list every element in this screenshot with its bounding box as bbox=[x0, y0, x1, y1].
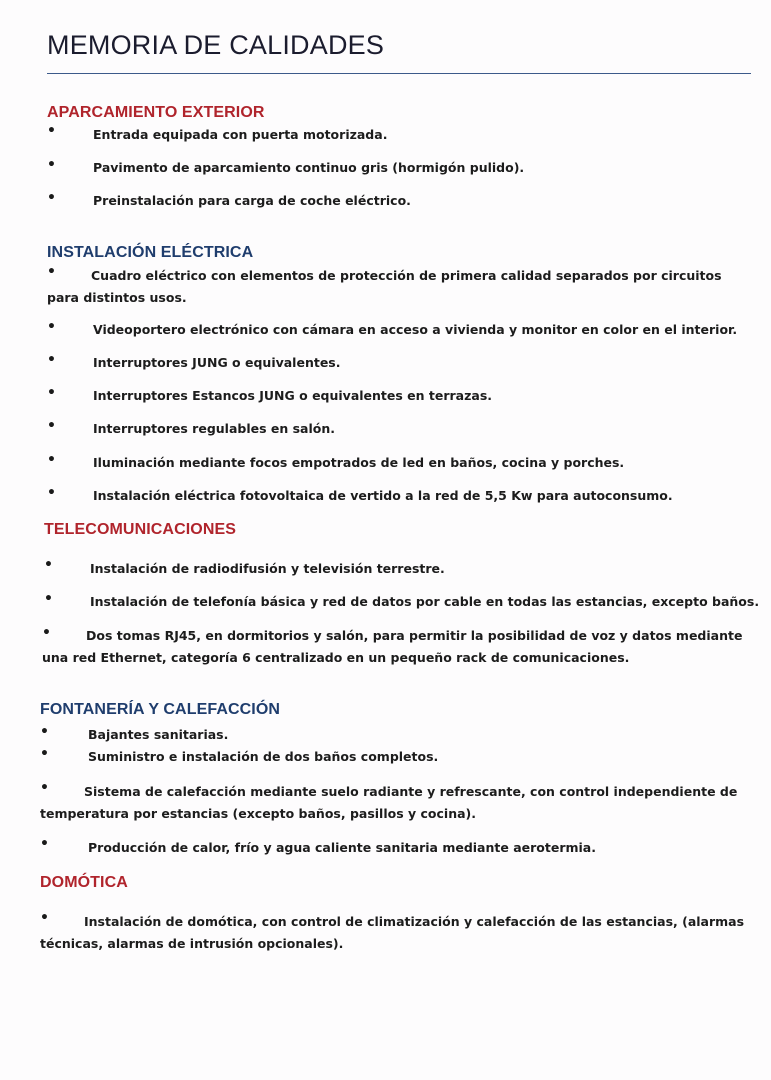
list-item: Instalación de telefonía básica y red de datos por cable en todas las estancias, excepto baños. bbox=[90, 594, 760, 609]
bullet: • bbox=[47, 190, 56, 206]
bullet: • bbox=[47, 452, 56, 468]
bullet: • bbox=[40, 836, 49, 852]
page-title: MEMORIA DE CALIDADES bbox=[47, 30, 385, 60]
list-item: Suministro e instalación de dos baños completos. bbox=[88, 749, 439, 764]
list-item: Interruptores regulables en salón. bbox=[93, 421, 336, 436]
bullet: • bbox=[42, 625, 51, 641]
bullet: • bbox=[47, 352, 56, 368]
list-item: Cuadro eléctrico con elementos de protección de primera calidad separados por circuitos para distintos usos. bbox=[47, 268, 722, 305]
section-heading-electrica: INSTALACIÓN ELÉCTRICA bbox=[47, 244, 254, 261]
list-item: Pavimento de aparcamiento continuo gris (hormigón pulido). bbox=[93, 160, 525, 175]
title-divider bbox=[47, 73, 751, 74]
list-item: Entrada equipada con puerta motorizada. bbox=[93, 127, 388, 142]
list-item: Iluminación mediante focos empotrados de led en baños, cocina y porches. bbox=[93, 455, 625, 470]
list-item: Sistema de calefacción mediante suelo radiante y refrescante, con control independiente de temperatura por estancias (excepto baños, pasillos y cocina). bbox=[40, 784, 738, 821]
list-item: Instalación de radiodifusión y televisión terrestre. bbox=[90, 561, 445, 576]
section-heading-aparcamiento: APARCAMIENTO EXTERIOR bbox=[47, 104, 265, 121]
list-item: Instalación de domótica, con control de climatización y calefacción de las estancias, (alarmas técnicas, alarmas de intrusión opcionales). bbox=[40, 914, 745, 951]
list-item: Interruptores Estancos JUNG o equivalentes en terrazas. bbox=[93, 388, 493, 403]
section-heading-domotica: DOMÓTICA bbox=[40, 874, 128, 891]
bullet: • bbox=[47, 319, 56, 335]
bullet: • bbox=[40, 910, 49, 926]
list-item: Preinstalación para carga de coche eléctrico. bbox=[93, 193, 411, 208]
section-heading-telecomunicaciones: TELECOMUNICACIONES bbox=[44, 521, 237, 538]
bullet: • bbox=[47, 157, 56, 173]
list-item: Instalación eléctrica fotovoltaica de vertido a la red de 5,5 Kw para autoconsumo. bbox=[93, 488, 673, 503]
section-heading-fontaneria: FONTANERÍA Y CALEFACCIÓN bbox=[40, 701, 281, 718]
list-item: Dos tomas RJ45, en dormitorios y salón, para permitir la posibilidad de voz y datos mediante una red Ethernet, categoría 6 centralizado en un pequeño rack de comunicaciones. bbox=[42, 628, 743, 665]
bullet: • bbox=[40, 724, 49, 740]
bullet: • bbox=[44, 591, 53, 607]
bullet: • bbox=[40, 746, 49, 762]
bullet: • bbox=[40, 780, 49, 796]
bullet: • bbox=[47, 418, 56, 434]
list-item: Producción de calor, frío y agua caliente sanitaria mediante aerotermia. bbox=[88, 840, 596, 855]
list-item: Interruptores JUNG o equivalentes. bbox=[93, 355, 341, 370]
bullet: • bbox=[44, 557, 53, 573]
bullet: • bbox=[47, 385, 56, 401]
bullet: • bbox=[47, 264, 56, 280]
bullet: • bbox=[47, 123, 56, 139]
list-item: Videoportero electrónico con cámara en acceso a vivienda y monitor en color en el interior. bbox=[93, 322, 738, 337]
list-item: Bajantes sanitarias. bbox=[88, 727, 229, 742]
bullet: • bbox=[47, 485, 56, 501]
